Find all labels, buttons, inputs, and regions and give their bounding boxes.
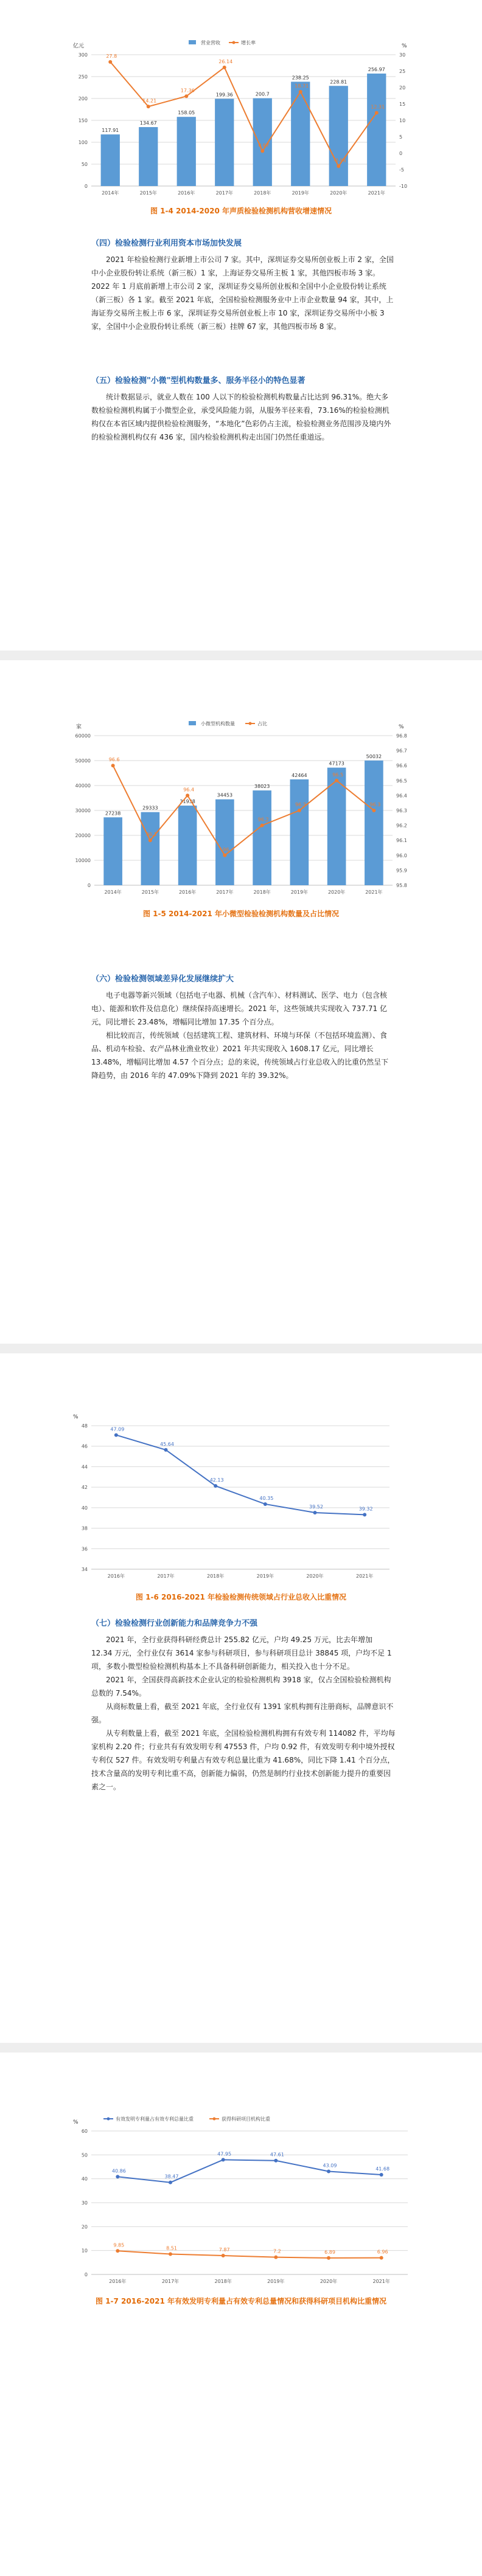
point-value-label: 96 xyxy=(223,846,229,852)
bar xyxy=(103,817,122,885)
page-separator xyxy=(0,1344,482,1353)
left-tick-label: 0 xyxy=(84,184,88,189)
bar xyxy=(177,117,196,186)
point-value-label: 6.96 xyxy=(377,2249,388,2255)
section-differentiation xyxy=(91,973,396,1082)
section-heading: （六）检验检测领域差异化发展继续扩大 xyxy=(91,975,234,984)
data-point xyxy=(222,2158,225,2161)
right-tick-label: 96.7 xyxy=(396,748,407,754)
legend-label: 获得科研项目机构比重 xyxy=(222,2116,270,2122)
x-tick-label: 2017年 xyxy=(215,190,233,196)
left-tick-label: 30000 xyxy=(75,808,91,813)
legend-label: 增长率 xyxy=(241,40,256,46)
left-tick-label: 42 xyxy=(81,1485,88,1491)
left-tick-label: 40 xyxy=(81,1505,88,1511)
left-tick-label: 150 xyxy=(78,118,88,123)
paragraph: 统计数据显示，就业人数在 100 人以下的检验检测机构数量占比达到 96.31%。绝大多数检验检测机构属于小微型企业，承受风险能力弱，从服务半径来看，73.16%的检验检测机构仅在本省区域内提供检验检测服务，“本地化”色彩仍占主流，检验检测业务范围涉及境内外的检验检测机构仅有 436 家，国内检验检测机构走出国门仍然任重道远。 xyxy=(91,393,391,441)
data-point xyxy=(299,90,302,94)
legend-label: 有效发明专利量占有效专利总量比重 xyxy=(116,2116,194,2122)
data-point xyxy=(184,94,188,98)
right-tick-label: 96.5 xyxy=(396,778,407,784)
paragraph: 2021 年，全国获得高新技术企业认定的检验检测机构 3918 家，仅占全国检验检测机构总数的 7.54%。 xyxy=(91,1676,391,1697)
point-value-label: 7.87 xyxy=(218,2247,230,2253)
right-tick-label: 95.8 xyxy=(396,883,407,888)
bar xyxy=(139,127,158,186)
x-tick-label: 2014年 xyxy=(104,889,122,895)
patent-research-chart xyxy=(67,2113,420,2289)
x-tick-label: 2018年 xyxy=(253,889,271,895)
right-tick-label: 20 xyxy=(399,85,406,91)
paragraph: 相比较而言，传统领域（包括建筑工程、建筑材料、环境与环保（不包括环境监测）、食品、机动车检验、农产品林业渔业牧业）2021 年共实现收入 1608.17 亿元，同比增长 13.48%，增幅同比增加 4.57 个百分点；总的来说，传统领域占行业总收入的比重仍然呈下降趋势，由 2016 年的 47.09%下降到 2021 年的 39.32%。 xyxy=(91,1031,389,1080)
point-value-label: 6.89 xyxy=(324,2249,335,2255)
data-point xyxy=(375,111,379,115)
data-point xyxy=(169,2181,172,2184)
point-value-label: 96.5 xyxy=(332,772,344,778)
right-tick-label: 5 xyxy=(399,134,403,140)
left-tick-label: 30 xyxy=(81,2200,88,2206)
section-innovation xyxy=(91,1617,396,1794)
paragraph: 从专利数量上看，截至 2021 年底，全国检验检测机构拥有有效专利 114082 件，平均每家机构 2.20 件；行业共有有效发明专利 47553 件，户均 0.92 件，有效发明专利中境外授权专利仅 527 件。有效发明专利量占有效专利总量比重为 41.68%，同比下降 1.41 个百分点，技术含量高的发明专利比重不高，创新能力偏弱，仍然是制约行业技术创新能力提升的重要因素之一。 xyxy=(91,1729,396,1791)
section-capital-market xyxy=(91,237,396,333)
data-point xyxy=(335,779,338,782)
data-point xyxy=(327,2256,330,2260)
data-point xyxy=(363,1513,366,1516)
data-point xyxy=(313,1511,317,1514)
legend-marker xyxy=(107,2118,110,2121)
point-value-label: 7.2 xyxy=(273,2248,281,2254)
chart4-caption: 图 1-7 2016-2021 年有效发明专利量占有效专利总量情况和获得科研项目机构比重情况 xyxy=(96,2297,386,2305)
page-separator xyxy=(0,2043,482,2053)
chart2-caption: 图 1-5 2014-2021 年小微型检验检测机构数量及占比情况 xyxy=(143,910,339,918)
right-tick-label: -5 xyxy=(399,167,404,173)
bar-value-label: 200.7 xyxy=(255,91,270,97)
left-tick-label: 40000 xyxy=(75,783,91,789)
point-value-label: 47.95 xyxy=(217,2151,232,2157)
data-point xyxy=(169,2253,172,2256)
x-tick-label: 2014年 xyxy=(102,190,119,196)
data-point xyxy=(223,854,226,857)
left-tick-label: 50 xyxy=(81,2152,88,2158)
left-tick-label: 46 xyxy=(81,1443,88,1449)
x-tick-label: 2020年 xyxy=(320,2279,338,2284)
left-tick-label: 20000 xyxy=(75,833,91,838)
left-tick-label: 40 xyxy=(81,2176,88,2182)
legend-swatch xyxy=(189,40,196,44)
point-value-label: 0.67 xyxy=(258,142,270,148)
x-tick-label: 2015年 xyxy=(139,190,157,196)
right-tick-label: 96.0 xyxy=(396,852,407,858)
bar-value-label: 238.25 xyxy=(292,75,309,81)
section-small-micro xyxy=(91,375,396,444)
left-axis-unit: 家 xyxy=(76,724,82,730)
bar-value-label: 256.97 xyxy=(368,66,385,72)
point-value-label: 8.51 xyxy=(166,2245,177,2251)
left-tick-label: 44 xyxy=(81,1464,88,1470)
x-tick-label: 2021年 xyxy=(368,190,385,196)
x-tick-label: 2020年 xyxy=(327,889,346,895)
right-tick-label: 15 xyxy=(399,102,406,107)
data-point xyxy=(260,149,264,153)
bar xyxy=(365,761,383,885)
paragraph: 2021 年检验检测行业新增上市公司 7 家。其中，深圳证券交易所创业板上市 2 家，全国中小企业股份转让系统（新三板）1 家，上海证券交易所主板 1 家，其他四板市场 3 家。2022 年 1 月底前新增上市公司 2 家，深圳证券交易所创业板和全国中小企业股份转让系统（新三板）各 1 家。截至 2021 年底，全国检验检测服务业中上市企业数量 94 家，其中，上海证券交易所主板上市 6 家，深圳证券交易所创业板上市 10 家，深圳证券交易所中小板 3 家，全国中小企业股份转让系统（新三板）挂牌 67 家，其他四板市场 8 家。 xyxy=(91,255,394,331)
bar xyxy=(329,86,348,186)
x-tick-label: 2015年 xyxy=(141,889,159,895)
right-tick-label: 96.1 xyxy=(396,838,407,844)
bar-value-label: 117.91 xyxy=(102,128,119,134)
point-value-label: 41.68 xyxy=(375,2166,390,2172)
legend-marker xyxy=(213,2118,216,2121)
bar-value-label: 158.05 xyxy=(178,110,195,116)
x-tick-label: 2021年 xyxy=(355,1573,374,1579)
left-tick-label: 10000 xyxy=(75,858,91,863)
revenue-growth-chart xyxy=(67,36,420,201)
left-axis-unit: % xyxy=(73,2119,79,2125)
left-tick-label: 10 xyxy=(81,2248,88,2254)
left-tick-label: 200 xyxy=(78,96,88,102)
traditional-share-chart xyxy=(73,1414,402,1584)
right-axis-unit: % xyxy=(399,724,404,730)
x-tick-label: 2018年 xyxy=(214,2279,232,2284)
left-tick-label: 250 xyxy=(78,74,88,80)
right-tick-label: 96.4 xyxy=(396,793,407,799)
data-point xyxy=(148,838,152,842)
data-point xyxy=(380,2256,383,2260)
x-tick-label: 2017年 xyxy=(161,2279,180,2284)
left-tick-label: 60 xyxy=(81,2129,88,2134)
data-point xyxy=(108,60,112,64)
point-value-label: 42.13 xyxy=(209,1477,224,1483)
right-tick-label: 96.2 xyxy=(396,823,407,829)
paragraph: 从商标数量上看，截至 2021 年底，全行业仅有 1391 家机构拥有注册商标，品牌意识不强。 xyxy=(91,1702,394,1724)
bar xyxy=(141,812,160,885)
legend-label: 占比 xyxy=(257,721,267,727)
legend-swatch xyxy=(189,721,196,725)
left-tick-label: 300 xyxy=(78,52,88,58)
small-micro-institutions-chart xyxy=(67,717,420,900)
point-value-label: 39.32 xyxy=(358,1506,373,1512)
section-heading: （四）检验检测行业利用资本市场加快发展 xyxy=(91,239,242,248)
right-tick-label: 10 xyxy=(399,118,406,123)
bar-value-label: 27238 xyxy=(105,810,121,817)
point-value-label: 38.47 xyxy=(164,2174,179,2180)
right-axis-unit: % xyxy=(402,43,407,49)
point-value-label: 40.35 xyxy=(259,1495,274,1501)
data-point xyxy=(164,1448,168,1452)
bar xyxy=(253,790,271,885)
left-tick-label: 38 xyxy=(81,1525,88,1531)
x-tick-label: 2020年 xyxy=(306,1573,324,1579)
bar xyxy=(178,806,197,885)
bar-value-label: 42464 xyxy=(292,772,307,778)
bar xyxy=(290,779,309,885)
point-value-label: 96.4 xyxy=(183,787,195,793)
right-tick-label: 96.6 xyxy=(396,763,407,769)
point-value-label: 45.64 xyxy=(160,1441,174,1447)
data-point xyxy=(380,2173,383,2177)
left-tick-label: 34 xyxy=(81,1567,88,1572)
legend-label: 营业营收 xyxy=(201,40,220,46)
left-tick-label: 36 xyxy=(81,1546,88,1552)
chart3-caption: 图 1-6 2016-2021 年检验检测传统领域占行业总收入比重情况 xyxy=(136,1593,346,1601)
point-value-label: 96.1 xyxy=(145,832,157,838)
data-point xyxy=(116,2249,119,2253)
x-tick-label: 2019年 xyxy=(267,2279,285,2284)
x-tick-label: 2016年 xyxy=(107,1573,125,1579)
data-point xyxy=(327,2170,330,2174)
bar-value-label: 228.81 xyxy=(330,79,348,85)
bar-value-label: 47173 xyxy=(329,761,344,767)
legend-label: 小微型机构数量 xyxy=(201,721,235,727)
data-point xyxy=(298,809,301,812)
bar xyxy=(215,799,234,885)
x-tick-label: 2019年 xyxy=(290,889,309,895)
point-value-label: 39.52 xyxy=(309,1504,323,1510)
right-tick-label: 96.8 xyxy=(396,733,407,739)
point-value-label: 14.21 xyxy=(142,98,157,104)
data-point xyxy=(214,1484,217,1488)
data-point xyxy=(337,164,340,168)
data-point xyxy=(372,809,375,812)
left-axis-unit: % xyxy=(73,1414,79,1420)
point-value-label: 47.09 xyxy=(110,1426,125,1432)
point-value-label: 96.3 xyxy=(369,802,381,807)
x-tick-label: 2018年 xyxy=(254,190,271,196)
bar-value-label: 199.36 xyxy=(215,92,233,98)
page-separator xyxy=(0,651,482,660)
left-tick-label: 0 xyxy=(87,883,91,888)
x-tick-label: 2017年 xyxy=(216,889,234,895)
left-tick-label: 100 xyxy=(78,140,88,145)
left-tick-label: 0 xyxy=(84,2272,88,2277)
data-point xyxy=(116,2175,119,2178)
bar-value-label: 38023 xyxy=(254,784,270,790)
x-tick-label: 2017年 xyxy=(157,1573,175,1579)
left-tick-label: 60000 xyxy=(75,733,91,739)
x-tick-label: 2016年 xyxy=(178,889,197,895)
right-tick-label: 0 xyxy=(399,151,403,156)
right-tick-label: 30 xyxy=(399,52,406,58)
x-tick-label: 2019年 xyxy=(256,1573,274,1579)
paragraph: 2021 年，全行业获得科研经费总计 255.82 亿元，户均 49.25 万元，比去年增加 12.34 万元，全行业仅有 3614 家参与科研项目，参与科研项目总计 38845 项，户均不足 1 项，多数小微型检验检测机构基本上不具备科研创新能力，相关投入也十分不足。 xyxy=(91,1635,392,1671)
legend-marker xyxy=(249,722,252,725)
data-point xyxy=(223,66,226,69)
x-tick-label: 2019年 xyxy=(292,190,309,196)
x-tick-label: 2016年 xyxy=(178,190,195,196)
point-value-label: 40.86 xyxy=(111,2168,126,2174)
bar xyxy=(367,74,386,186)
point-value-label: 43.09 xyxy=(323,2163,337,2169)
point-value-label: 18.71 xyxy=(295,83,309,89)
chart1-caption: 图 1-4 2014-2020 年声质检验检测机构营收增速情况 xyxy=(150,207,332,215)
x-tick-label: 2018年 xyxy=(206,1573,225,1579)
bar-value-label: 31938 xyxy=(180,799,195,805)
bar xyxy=(215,98,234,186)
legend-marker xyxy=(232,41,236,44)
data-point xyxy=(222,2254,225,2257)
bar-value-label: 50032 xyxy=(366,753,382,759)
right-tick-label: 96.3 xyxy=(396,808,407,813)
point-value-label: 96.6 xyxy=(108,757,120,763)
bar xyxy=(291,81,310,186)
left-tick-label: 50 xyxy=(81,162,88,167)
section-heading: （五）检验检测"小微"型机构数量多、服务半径小的特色显著 xyxy=(91,376,306,385)
right-tick-label: -10 xyxy=(399,184,408,189)
point-value-label: 17.36 xyxy=(180,88,195,94)
point-value-label: -3.96 xyxy=(333,157,346,164)
bar-value-label: 34453 xyxy=(217,792,233,798)
paragraph: 电子电器等新兴领域（包括电子电器、机械（含汽车）、材料测试、医学、电力（包含核电）、能源和软件及信息化）继续保持高速增长。2021 年，这些领域共实现收入 737.71 亿元，同比增长 23.48%，增幅同比增加 17.35 个百分点。 xyxy=(91,991,388,1026)
left-tick-label: 48 xyxy=(81,1423,88,1429)
point-value-label: 27.8 xyxy=(106,53,117,59)
point-value-label: 47.61 xyxy=(270,2152,284,2158)
data-point xyxy=(114,1433,118,1437)
left-axis-unit: 亿元 xyxy=(73,43,85,49)
bar xyxy=(101,134,120,186)
data-point xyxy=(260,824,264,827)
point-value-label: 9.85 xyxy=(113,2242,125,2248)
bar-value-label: 134.67 xyxy=(139,120,157,126)
point-value-label: 96.3 xyxy=(295,802,306,807)
data-point xyxy=(274,2159,278,2163)
x-tick-label: 2016年 xyxy=(109,2279,127,2284)
right-tick-label: 25 xyxy=(399,69,406,74)
section-heading: （七）检验检测行业创新能力和品牌竞争力不强 xyxy=(91,1619,258,1628)
left-tick-label: 20 xyxy=(81,2224,88,2230)
data-point xyxy=(274,2256,278,2259)
right-tick-label: 95.9 xyxy=(396,868,407,874)
data-point xyxy=(264,1502,267,1506)
point-value-label: 26.14 xyxy=(218,58,233,64)
point-value-label: 96.2 xyxy=(257,817,269,823)
series-line xyxy=(116,1435,365,1514)
point-value-label: 12.31 xyxy=(371,104,385,110)
x-tick-label: 2021年 xyxy=(372,2279,390,2284)
data-point xyxy=(186,793,189,797)
x-tick-label: 2021年 xyxy=(365,889,383,895)
left-tick-label: 50000 xyxy=(75,758,91,764)
data-point xyxy=(111,764,115,767)
data-point xyxy=(147,105,150,108)
bar-value-label: 29333 xyxy=(142,805,158,811)
x-tick-label: 2020年 xyxy=(330,190,348,196)
